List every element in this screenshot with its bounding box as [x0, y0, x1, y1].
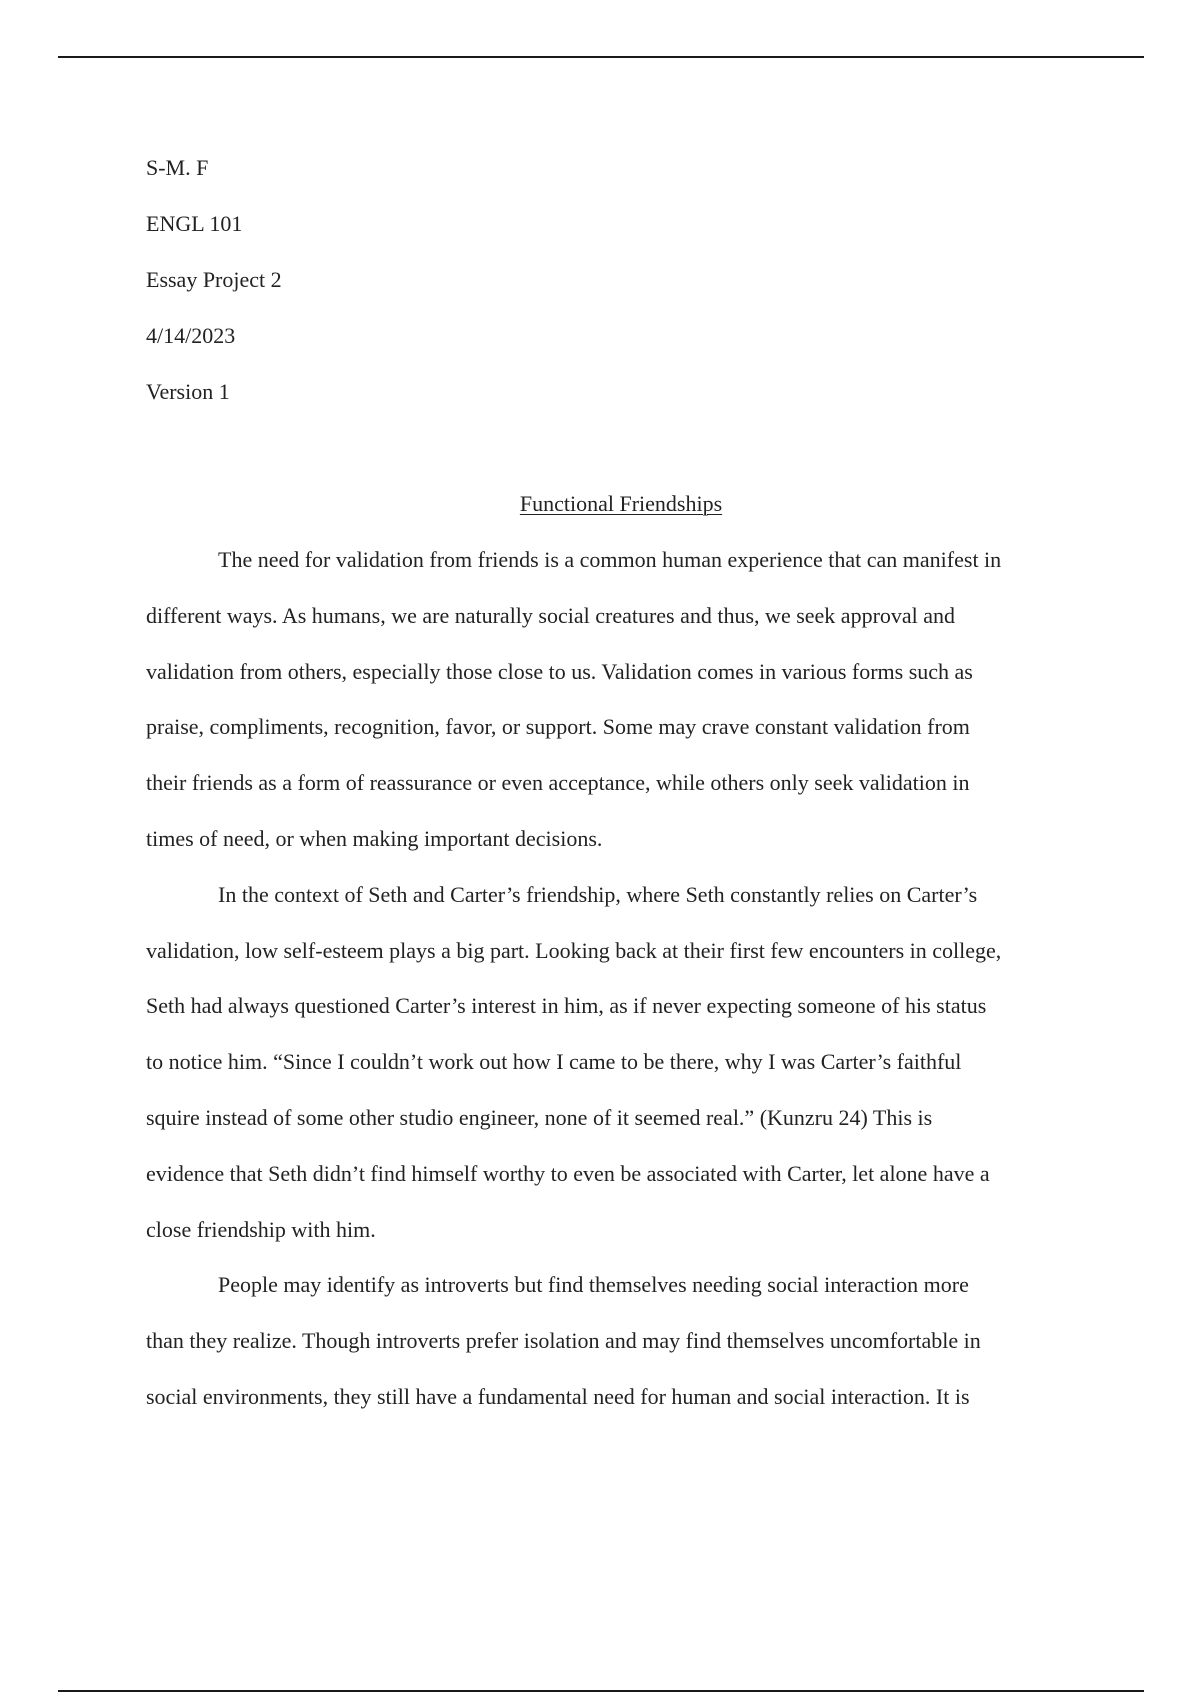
paragraph-line: Seth had always questioned Carter’s interest in him, as if never expecting someone of his status	[146, 993, 987, 1019]
paragraph-line: times of need, or when making important decisions.	[146, 825, 603, 851]
author-line: S-M. F	[146, 155, 209, 180]
paragraph-line: squire instead of some other studio engineer, none of it seemed real.” (Kunzru 24) This is	[146, 1104, 933, 1130]
paragraph-line: their friends as a form of reassurance or even acceptance, while others only seek validation in	[146, 770, 970, 796]
paragraph-line: praise, compliments, recognition, favor, or support. Some may crave constant validation from	[146, 714, 970, 740]
essay-title	[146, 476, 1096, 532]
paragraph-line: The need for validation from friends is a common human experience that can manifest in	[218, 547, 1002, 572]
paragraph-line: close friendship with him.	[146, 1216, 376, 1242]
bottom-rule	[58, 1690, 1144, 1692]
paragraph-line: different ways. As humans, we are naturally social creatures and thus, we seek approval and	[146, 602, 956, 628]
paragraph-line: than they realize. Though introverts prefer isolation and may find themselves uncomfortable in	[146, 1328, 981, 1354]
paragraph-line: In the context of Seth and Carter’s friendship, where Seth constantly relies on Carter’s	[218, 881, 978, 907]
paragraph-3	[146, 1257, 1096, 1424]
paragraph-line: social environments, they still have a fundamental need for human and social interaction. It is	[146, 1383, 970, 1409]
paragraph-2	[146, 867, 1096, 1258]
essay-title-text: Functional Friendships	[519, 491, 723, 516]
top-rule	[58, 56, 1144, 58]
date-line: 4/14/2023	[146, 323, 236, 348]
document-page	[146, 140, 1096, 1425]
assignment-line: Essay Project 2	[146, 267, 282, 292]
paragraph-line: validation, low self-esteem plays a big part. Looking back at their first few encounters in college,	[146, 937, 1002, 963]
paragraph-line: evidence that Seth didn’t find himself worthy to even be associated with Carter, let alone have a	[146, 1160, 990, 1186]
paragraph-line: to notice him. “Since I couldn’t work out how I came to be there, why I was Carter’s faithful	[146, 1049, 962, 1075]
course-line: ENGL 101	[146, 211, 243, 236]
paragraph-line: validation from others, especially those close to us. Validation comes in various forms such as	[146, 658, 973, 684]
paragraph-line: People may identify as introverts but find themselves needing social interaction more	[218, 1272, 969, 1298]
version-line: Version 1	[146, 379, 230, 404]
paragraph-1	[146, 532, 1096, 867]
